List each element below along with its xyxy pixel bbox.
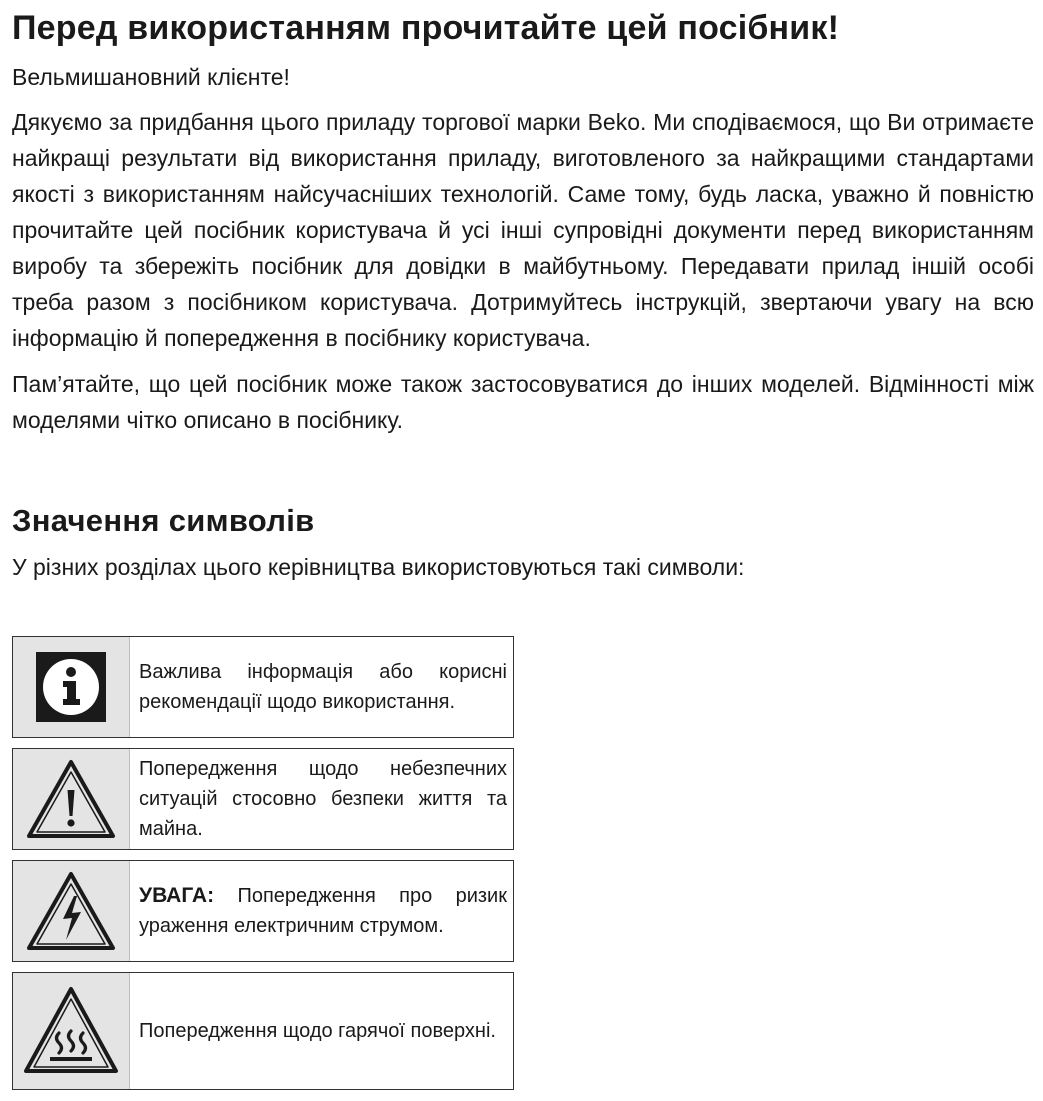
electric-icon-cell: [13, 861, 130, 961]
symbol-info-box: [12, 636, 514, 738]
electric-description: [130, 861, 513, 961]
symbol-warning-box: [12, 748, 514, 850]
info-icon: [36, 652, 106, 722]
attention-label: УВАГА:: [139, 884, 215, 907]
warning-text: Попередження щодо небезпечних ситуацій стосовно безпеки життя та майна.: [139, 758, 507, 840]
manual-page: [12, 0, 1034, 584]
symbols-section-title: Значення символів: [12, 503, 315, 538]
symbols-intro: У різних розділах цього керівництва використовуються такі символи:: [12, 554, 745, 580]
electric-shock-icon: [25, 870, 117, 952]
hot-surface-text: Попередження щодо гарячої поверхні.: [139, 1020, 496, 1042]
intro-paragraph: Дякуємо за придбання цього приладу торгової марки Beko. Ми сподіваємося, що Ви отримаєте найкращі результати від використання приладу, виготовленого за найкращими стандартами якості з використанням найсучасніших технологій. Саме тому, будь ласка, уважно й повністю прочитайте цей посібник користувача й усі інші супровідні документи перед використанням виробу та збережіть посібник для довідки в майбутньому. Передавати прилад іншій особі треба разом з посібником користувача. Дотримуйтесь інструкцій, звертаючи увагу на всю інформацію й попередження в посібнику користувача.: [12, 109, 1034, 351]
page-title: Перед використанням прочитайте цей посібник!: [12, 9, 840, 47]
hot-surface-icon: [22, 985, 120, 1077]
warning-triangle-icon: [25, 758, 117, 840]
symbol-electric-box: [12, 860, 514, 962]
hot-surface-icon-cell: [13, 973, 130, 1089]
hot-surface-description: [130, 973, 513, 1089]
models-note-paragraph: Пам’ятайте, що цей посібник може також застосовуватися до інших моделей. Відмінності між моделями чітко описано в посібнику.: [12, 371, 1034, 433]
warning-icon-cell: [13, 749, 130, 849]
electric-text: Попередження про ризик ураження електричним струмом.: [139, 885, 507, 937]
greeting: Вельмишановний клієнте!: [12, 64, 290, 90]
info-description: [130, 637, 513, 737]
info-text: Важлива інформація або корисні рекомендації щодо використання.: [139, 661, 507, 713]
symbol-hot-surface-box: [12, 972, 514, 1090]
info-icon-cell: [13, 637, 130, 737]
warning-description: [130, 749, 513, 849]
